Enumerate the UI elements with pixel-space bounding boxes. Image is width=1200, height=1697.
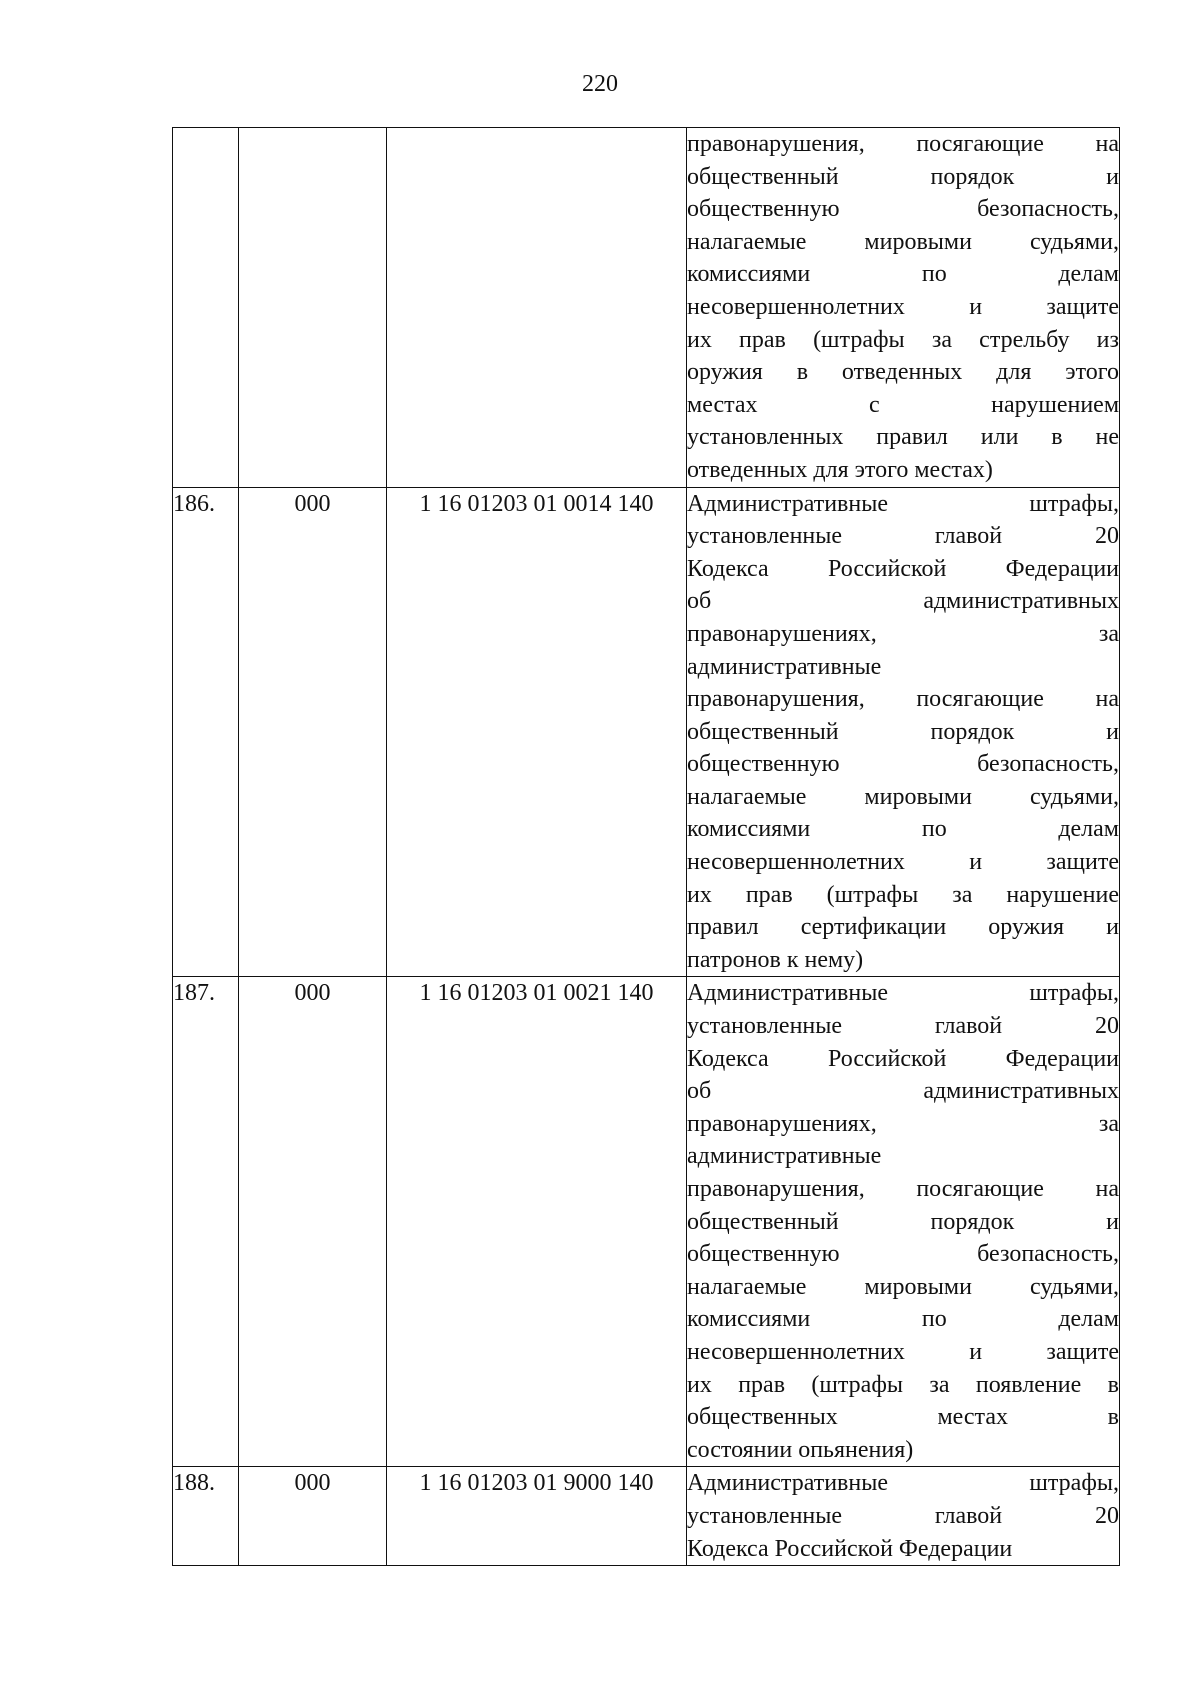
description-line: их прав (штрафы за нарушение: [687, 881, 1119, 908]
description-line: налагаемые мировыми судьями,: [687, 1273, 1119, 1300]
revenue-description: [687, 487, 1120, 977]
revenue-description: [687, 1467, 1120, 1566]
admin-code: 000: [239, 487, 387, 977]
description-line: общественную безопасность,: [687, 1241, 1119, 1268]
table-row: [173, 487, 1120, 977]
row-number: 188.: [173, 1467, 239, 1566]
description-line: административные: [687, 653, 882, 680]
description-line: их прав (штрафы за стрельбу из: [687, 326, 1119, 353]
description-line: установленные главой 20: [687, 1013, 1119, 1040]
description-line: Кодекса Российской Федерации: [687, 1045, 1119, 1072]
description-line: комиссиями по делам: [687, 1306, 1119, 1333]
description-line: правонарушениях, за: [687, 620, 1119, 647]
description-line: несовершеннолетних и защите: [687, 293, 1119, 320]
row-number: 187.: [173, 977, 239, 1467]
description-line: комиссиями по делам: [687, 816, 1119, 843]
table-body: [173, 128, 1120, 1566]
description-line: комиссиями по делам: [687, 261, 1119, 288]
description-line: установленные главой 20: [687, 1502, 1119, 1529]
description-line: об административных: [687, 588, 1119, 615]
description-line: оружия в отведенных для этого: [687, 359, 1119, 386]
description-line: общественных местах в: [687, 1404, 1119, 1431]
description-line: Административные штрафы,: [687, 1470, 1119, 1497]
description-line: об административных: [687, 1078, 1119, 1105]
description-line: общественную безопасность,: [687, 751, 1119, 778]
description-line: общественную безопасность,: [687, 196, 1119, 223]
description-line: общественный порядок и: [687, 718, 1119, 745]
budget-classification-code: 1 16 01203 01 0014 140: [387, 487, 687, 977]
budget-classification-code: 1 16 01203 01 9000 140: [387, 1467, 687, 1566]
description-line: правил сертификации оружия и: [687, 914, 1119, 941]
budget-codes-table: [172, 127, 1120, 1566]
description-line: установленные главой 20: [687, 523, 1119, 550]
description-line: установленных правил или в не: [687, 424, 1119, 451]
description-line: правонарушения, посягающие на: [687, 1176, 1119, 1202]
description-line: местах с нарушением: [687, 391, 1119, 418]
description-line: правонарушения, посягающие на: [687, 686, 1119, 713]
table-row: [173, 128, 1120, 488]
description-line: отведенных для этого местах): [687, 456, 993, 483]
revenue-description: [687, 977, 1120, 1467]
admin-code: 000: [239, 1467, 387, 1566]
description-line: Кодекса Российской Федерации: [687, 1535, 1013, 1562]
description-line: несовершеннолетних и защите: [687, 1338, 1119, 1365]
description-line: Административные штрафы,: [687, 490, 1119, 517]
revenue-description: [687, 128, 1120, 488]
budget-classification-code: 1 16 01203 01 0021 140: [387, 977, 687, 1467]
description-line: общественный порядок и: [687, 163, 1119, 190]
description-line: налагаемые мировыми судьями,: [687, 783, 1119, 810]
description-line: несовершеннолетних и защите: [687, 849, 1119, 876]
description-line: состоянии опьянения): [687, 1436, 914, 1463]
description-line: налагаемые мировыми судьями,: [687, 228, 1119, 255]
description-line: Административные штрафы,: [687, 980, 1119, 1007]
description-line: правонарушения, посягающие на: [687, 131, 1119, 157]
table-row: [173, 1467, 1120, 1566]
description-line: патронов к нему): [687, 946, 864, 973]
row-number: [173, 128, 239, 488]
description-line: их прав (штрафы за появление в: [687, 1371, 1119, 1398]
admin-code: [239, 128, 387, 488]
table-row: [173, 977, 1120, 1467]
admin-code: 000: [239, 977, 387, 1467]
description-line: административные: [687, 1143, 882, 1170]
description-line: общественный порядок и: [687, 1208, 1119, 1235]
page-number: 220: [582, 71, 618, 97]
budget-classification-code: [387, 128, 687, 488]
row-number: 186.: [173, 487, 239, 977]
description-line: Кодекса Российской Федерации: [687, 555, 1119, 582]
description-line: правонарушениях, за: [687, 1110, 1119, 1137]
